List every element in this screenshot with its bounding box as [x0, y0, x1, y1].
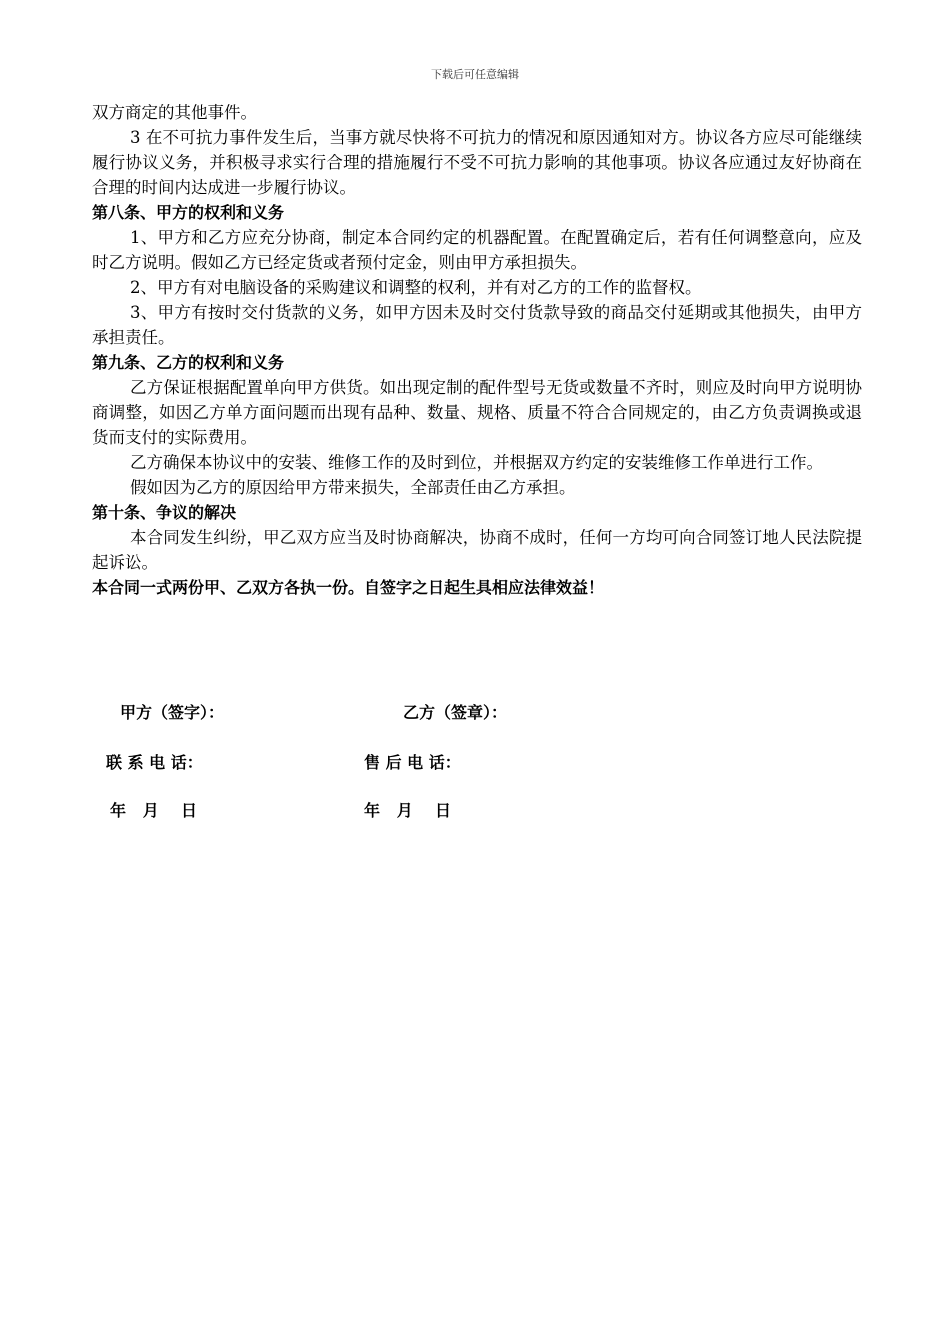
page-header-note: 下载后可任意编辑 [431, 68, 519, 81]
party-b-date-label: 年 月 日 [364, 801, 451, 820]
paragraph: 假如因为乙方的原因给甲方带来损失，全部责任由乙方承担。 [130, 478, 576, 497]
paragraph: 乙方确保本协议中的安装、维修工作的及时到位，并根据双方约定的安装维修工作单进行工作。 [130, 453, 823, 472]
party-b-phone-label: 售 后 电 话： [364, 753, 461, 772]
paragraph: 本合同发生纠纷，甲乙双方应当及时协商解决，协商不成时，任何一方均可向合同签订地人民法院提起诉讼。 [92, 528, 862, 572]
paragraph: 双方商定的其他事件。 [92, 103, 257, 122]
party-a-phone-label: 联 系 电 话： [106, 753, 203, 772]
section-heading-8: 第八条、甲方的权利和义务 [92, 203, 285, 222]
paragraph: 3、甲方有按时交付货款的义务，如甲方因未及时交付货款导致的商品交付延期或其他损失，由甲方承担责任。 [92, 303, 862, 347]
party-a-date-label: 年 月 日 [110, 801, 197, 820]
paragraph: 乙方保证根据配置单向甲方供货。如出现定制的配件型号无货或数量不齐时，则应及时向甲方说明协商调整，如因乙方单方面问题而出现有品种、数量、规格、质量不符合合同规定的，由乙方负责调换或退货而支付的实际费用。 [92, 378, 862, 447]
contract-body [92, 100, 862, 600]
section-heading-9: 第九条、乙方的权利和义务 [92, 353, 285, 372]
paragraph: 2、甲方有对电脑设备的采购建议和调整的权利，并有对乙方的工作的监督权。 [130, 278, 702, 297]
party-b-signature-label: 乙方（签章）： [403, 703, 508, 722]
paragraph: 1、甲方和乙方应充分协商，制定本合同约定的机器配置。在配置确定后，若有任何调整意向，应及时乙方说明。假如乙方已经定货或者预付定金，则由甲方承担损失。 [92, 228, 862, 272]
party-a-signature-label: 甲方（签字）： [120, 703, 225, 722]
closing-statement: 本合同一式两份甲、乙双方各执一份。自签字之日起生具相应法律效益！ [92, 578, 605, 597]
section-heading-10: 第十条、争议的解决 [92, 503, 237, 522]
paragraph: 3 在不可抗力事件发生后，当事方就尽快将不可抗力的情况和原因通知对方。协议各方应尽可能继续履行协议义务，并积极寻求实行合理的措施履行不受不可抗力影响的其他事项。协议各应通过友好协商在合理的时间内达成进一步履行协议。 [92, 128, 862, 197]
